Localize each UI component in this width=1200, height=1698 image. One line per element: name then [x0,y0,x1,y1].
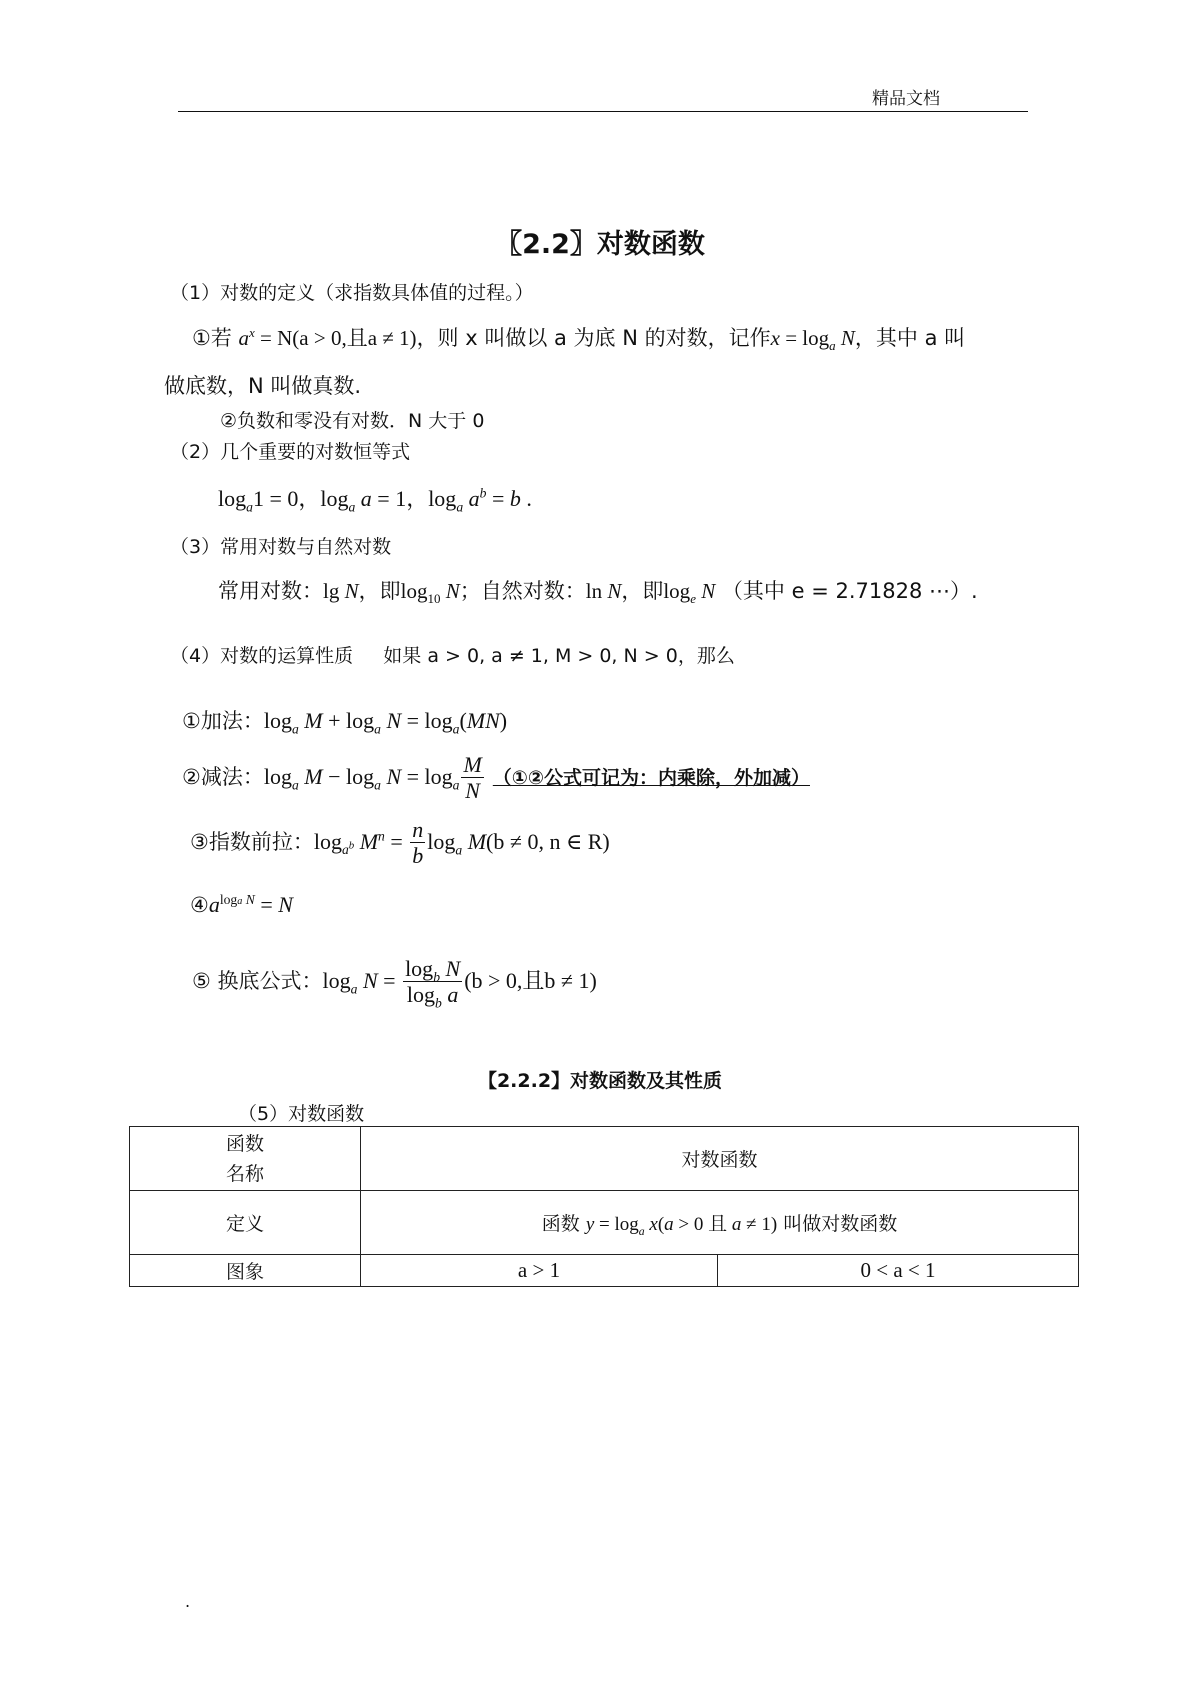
rule-subtraction: ②减法：$\log_a M - \log_a N = \log_a$ $\frac{M}{N}$ （①②公式可记为：内乘除，外加减） [182,752,810,804]
table-cell-a-gt-1: a > 1 [361,1255,718,1287]
section-4-heading: （4）对数的运算性质 [170,645,354,667]
table-cell-definition-label: 定义 [130,1191,361,1255]
change-label: ⑤ 换底公式： [192,968,323,993]
log-definition [192,322,965,352]
def-power: $a^x$ = [238,325,278,350]
id-label: ④ [190,893,209,917]
add-label: ①加法： [182,709,264,733]
table-cell-name-header [130,1127,361,1191]
def-end: ，其中 a 叫 [854,326,966,350]
definition-formula: $y = \log_a x(a > 0$ 且 a ≠ 1) [585,1214,778,1238]
rule-power: ③指数前拉：$\log_{a^b} M^n$ = $\frac{n}{b}$ $\log_a M(b \ne 0$, n ∈ R) [190,817,610,869]
header-rule [178,111,1028,112]
footer-mark: . [185,1592,191,1611]
section-4-line [170,641,735,668]
rule-identity: $④a^{loga N} = N$ [190,891,293,917]
rule-no-negative: ②负数和零没有对数．N 大于 0 [220,410,485,432]
section-5-heading: （5）对数函数 [238,1103,365,1125]
fraction-n-over-b: $\frac{n}{b}$ [412,817,424,869]
page-title: 〖2.2〗对数函数 [495,229,705,260]
section-4-condition: 如果 a > 0, a ≠ 1, M > 0, N > 0，那么 [383,645,735,667]
common-ji: ，即 [358,579,401,603]
fraction-change-base: $\frac{\log_b N}{\log_b a}$ [405,956,461,1011]
sub-label: ②减法： [182,764,264,789]
natural-log-label: ；自然对数： [459,579,586,603]
cell-text: 函数 [225,1132,264,1155]
header-label: 精品文档 [872,89,940,109]
def-mid: ，则 x 叫做以 a 为底 N 的对数，记作 [416,326,771,350]
e-value-note: （其中 e = 2.71828 ⋯）. [721,579,978,603]
table-row [130,1255,1079,1287]
rule-addition: ①加法：$\log_a M + \log_a N = \log_a(MN)$ [182,708,508,737]
cell-text: 名称 [225,1162,264,1185]
common-log-label: 常用对数： [218,579,323,603]
common-natural-log: 常用对数：lg N，即$\log_{10} N$；自然对数：ln N，即$\log_e N$ （其中 e = 2.71828 ⋯）. [218,579,978,607]
table-cell-a-lt-1: 0 < a < 1 [718,1255,1079,1287]
def-prefix: ①若 [192,326,232,350]
def-line2: 做底数，N 叫做真数. [164,374,362,398]
log-function-table [129,1126,1079,1287]
table-cell-graph-label: 图象 [130,1255,361,1287]
section-3-heading: （3）常用对数与自然对数 [170,536,392,558]
section-1-heading: （1）对数的定义（求指数具体值的过程。） [170,282,534,304]
def-notation: $x = \log_a N$ [770,326,855,354]
pow-label: ③指数前拉： [190,829,314,854]
def-cond: N(a > 0,且a ≠ 1) [277,326,417,350]
definition-prefix: 函数 [541,1213,580,1235]
natural-ji: ，即 [621,579,664,603]
table-row [130,1191,1079,1255]
table-cell-log-function: 对数函数 [361,1127,1079,1191]
pow-cond: (b ≠ 0, n ∈ R) [486,828,610,854]
table-cell-definition [361,1191,1079,1255]
mnemonic-note: （①②公式可记为：内乘除，外加减） [492,766,810,789]
fraction-m-over-n: $\frac{M}{N}$ [463,752,482,804]
change-cond: (b > 0,且b ≠ 1) [464,967,597,993]
table-row [130,1127,1079,1191]
section-2-heading: （2）几个重要的对数恒等式 [170,441,411,463]
definition-suffix: 叫做对数函数 [783,1213,898,1235]
subsection-title: 【2.2.2】对数函数及其性质 [477,1070,723,1092]
rule-change-of-base: ⑤ 换底公式：$\log_a N$ = $\frac{\log_b N}{\log_b a}$ (b > 0,且b ≠ 1) [192,956,597,1011]
identity-formulas: $\log_a1 = 0$，$\log_a a = 1$，$\log_a a^b = b$ . [218,485,532,515]
